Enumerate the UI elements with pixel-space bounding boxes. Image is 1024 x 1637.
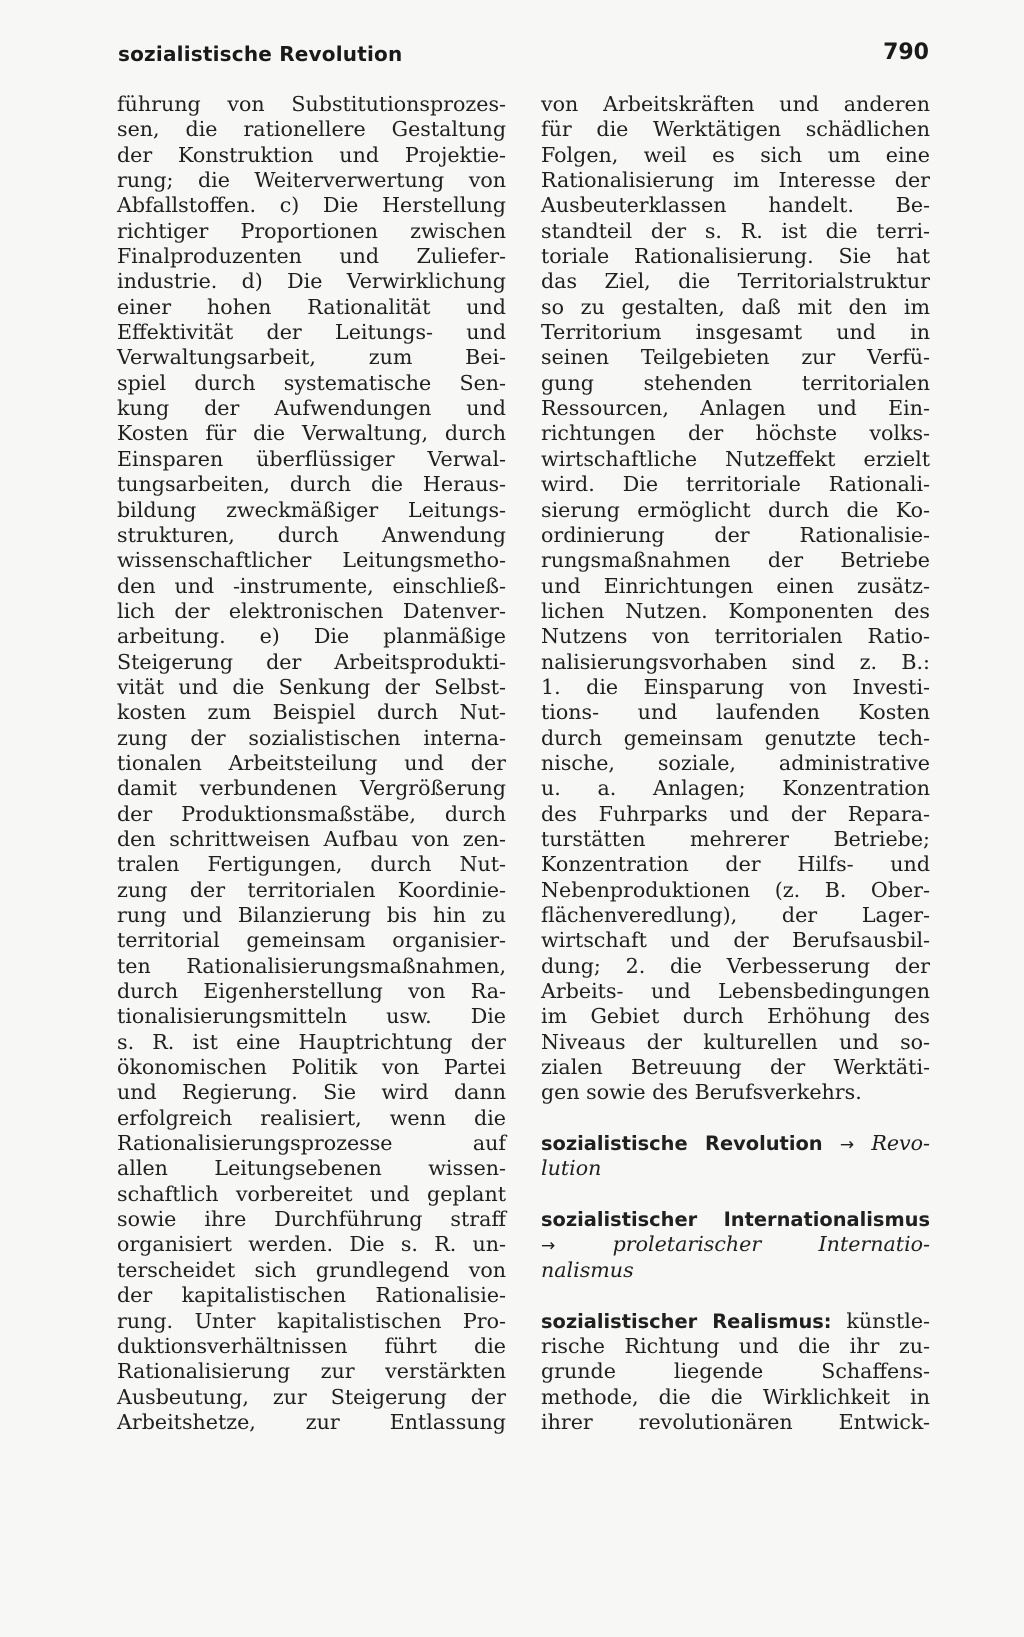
text-line: rung; die Weiterverwertung von — [117, 168, 506, 193]
text-line: einer hohen Rationalität und — [117, 294, 506, 319]
text-line: Territorium insgesamt und in — [541, 320, 930, 345]
left-column — [117, 92, 506, 1435]
text-line: richtiger Proportionen zwischen — [117, 218, 506, 243]
text-line: flächenveredlung), der Lager- — [541, 903, 930, 927]
text-line: erfolgreich realisiert, wenn die — [117, 1105, 506, 1130]
text-line: Nutzens von territorialen Ratio- — [541, 624, 930, 649]
text-line: sowie ihre Durchführung straff — [117, 1207, 506, 1232]
text-line: Rationalisierung zur verstärkten — [117, 1359, 506, 1384]
text-line: nalisierungsvorhaben sind z. B.: — [541, 649, 930, 674]
entry-spacer — [541, 1283, 930, 1308]
text-line: allen Leitungsebenen wissen- — [117, 1156, 506, 1181]
text-line: zialen Betreuung der Werktäti- — [541, 1055, 930, 1080]
text-line: organisiert werden. Die s. R. un- — [117, 1232, 506, 1257]
text-line: dung; 2. die Verbesserung der — [541, 953, 930, 978]
text-line: von Arbeitskräften und anderen — [541, 92, 930, 116]
text-line: ordinierung der Rationalisie- — [541, 522, 930, 547]
entry-line — [541, 1156, 930, 1181]
text-line: das Ziel, die Territorialstruktur — [541, 269, 930, 294]
text-line: Arbeits- und Lebensbedingungen — [541, 979, 930, 1004]
text-line: Ausbeutung, zur Steigerung der — [117, 1384, 506, 1409]
text-line: 1. die Einsparung von Investi- — [541, 674, 930, 699]
text-line: Effektivität der Leitungs- und — [117, 320, 506, 345]
text-line: wirtschaft und der Berufsausbil- — [541, 928, 930, 953]
text-line: für die Werktätigen schädlichen — [541, 117, 930, 142]
cross-reference: proletarischer Internatio- — [612, 1232, 931, 1257]
entry-sozialistischer-realismus — [541, 1309, 930, 1436]
text-line: zung der territorialen Koordinie- — [117, 877, 506, 902]
entry-line — [541, 1232, 930, 1257]
text-line: gung stehenden territorialen — [541, 370, 930, 395]
text-line: Ausbeuterklassen handelt. Be- — [541, 193, 930, 218]
text-line: Steigerung der Arbeitsprodukti- — [117, 649, 506, 674]
text-line: gen sowie des Berufsverkehrs. — [541, 1080, 862, 1105]
text-line: lich der elektronischen Datenver- — [117, 598, 506, 623]
cross-reference-arrow-icon: → — [839, 1135, 855, 1156]
entry-headword: sozialistischer Internationalismus — [541, 1208, 930, 1232]
text-line: u. a. Anlagen; Konzentration — [541, 776, 930, 801]
text-line: Ressourcen, Anlagen und Ein- — [541, 396, 930, 421]
text-line: Finalproduzenten und Zuliefer- — [117, 244, 506, 269]
text-line: wirtschaftliche Nutzeffekt erzielt — [541, 446, 930, 471]
entry-line: ihrer revolutionären Entwick- — [541, 1409, 930, 1434]
text-line: arbeitung. e) Die planmäßige — [117, 624, 506, 649]
text-line: territorial gemeinsam organisier- — [117, 928, 506, 953]
cross-reference-arrow-icon: → — [541, 1236, 556, 1257]
text-line: tralen Fertigungen, durch Nut- — [117, 852, 506, 877]
cross-reference: nalismus — [541, 1257, 634, 1282]
text-line: damit verbundenen Vergrößerung — [117, 776, 506, 801]
entry-text: künstle- — [846, 1308, 931, 1333]
text-line: durch Eigenherstellung von Ra- — [117, 979, 506, 1004]
entry-line: rische Richtung und die ihr zu- — [541, 1333, 930, 1358]
text-line: bildung zweckmäßiger Leitungs- — [117, 497, 506, 522]
text-line: seinen Teilgebieten zur Verfü- — [541, 345, 930, 370]
text-line: schaftlich vorbereitet und geplant — [117, 1181, 506, 1206]
text-line: und Regierung. Sie wird dann — [117, 1080, 506, 1105]
text-line: tions- und laufenden Kosten — [541, 700, 930, 725]
entry-headword: sozialistischer Realismus: — [541, 1309, 832, 1333]
text-line: rungsmaßnahmen der Betriebe — [541, 548, 930, 573]
text-line: der Produktionsmaßstäbe, durch — [117, 801, 506, 826]
right-column — [541, 92, 930, 1435]
text-line: Nebenproduktionen (z. B. Ober- — [541, 877, 930, 902]
page-number: 790 — [883, 40, 929, 65]
entry-spacer — [541, 1106, 930, 1131]
text-line: lichen Nutzen. Komponenten des — [541, 598, 930, 623]
entry-line: methode, die die Wirklichkeit in — [541, 1384, 930, 1409]
text-line: tionalisierungsmitteln usw. Die — [117, 1004, 506, 1029]
text-line: terscheidet sich grundlegend von — [117, 1257, 506, 1282]
text-line: Kosten für die Verwaltung, durch — [117, 421, 506, 446]
text-line: tionalen Arbeitsteilung und der — [117, 750, 506, 775]
text-line: wissenschaftlicher Leitungsmetho- — [117, 548, 506, 573]
text-line: Arbeitshetze, zur Entlassung — [117, 1409, 506, 1434]
text-line: Niveaus der kulturellen und so- — [541, 1029, 930, 1054]
text-line: richtungen der höchste volks- — [541, 421, 930, 446]
entry-sozialistische-revolution — [541, 1131, 930, 1182]
text-line: ökonomischen Politik von Partei — [117, 1055, 506, 1080]
text-line: sierung ermöglicht durch die Ko- — [541, 497, 930, 522]
entry-line — [541, 1131, 930, 1156]
text-line: toriale Rationalisierung. Sie hat — [541, 244, 930, 269]
text-line: den schrittweisen Aufbau von zen- — [117, 826, 506, 851]
text-line: turstätten mehrerer Betriebe; — [541, 826, 930, 851]
text-line: im Gebiet durch Erhöhung des — [541, 1004, 930, 1029]
text-line: Abfallstoffen. c) Die Herstellung — [117, 193, 506, 218]
entry-headword: sozialistische Revolution — [541, 1132, 823, 1156]
text-line: ten Rationalisierungsmaßnahmen, — [117, 953, 506, 978]
text-line: tungsarbeiten, durch die Heraus- — [117, 472, 506, 497]
text-line: führung von Substitutionsprozes- — [117, 92, 506, 116]
text-line: durch gemeinsam genutzte tech- — [541, 725, 930, 750]
text-line: s. R. ist eine Hauptrichtung der — [117, 1029, 506, 1054]
text-line: sen, die rationellere Gestaltung — [117, 117, 506, 142]
text-line: vität und die Senkung der Selbst- — [117, 674, 506, 699]
text-line: nische, soziale, administrative — [541, 750, 930, 775]
entry-line — [541, 1309, 930, 1334]
entry-spacer — [541, 1182, 930, 1207]
text-line: des Fuhrparks und der Repara- — [541, 801, 930, 826]
text-line: wird. Die territoriale Rationali- — [541, 472, 930, 497]
text-line: Folgen, weil es sich um eine — [541, 142, 930, 167]
text-line: duktionsverhältnissen führt die — [117, 1333, 506, 1358]
cross-reference: Revo- — [871, 1131, 930, 1156]
entry-line — [541, 1258, 930, 1283]
text-line: Einsparen überflüssiger Verwal- — [117, 446, 506, 471]
text-line: strukturen, durch Anwendung — [117, 522, 506, 547]
text-line: Rationalisierungsprozesse auf — [117, 1131, 506, 1156]
text-line: kung der Aufwendungen und — [117, 396, 506, 421]
text-line: industrie. d) Die Verwirklichung — [117, 269, 506, 294]
text-line: standteil der s. R. ist die terri- — [541, 218, 930, 243]
entry-line: grunde liegende Schaffens- — [541, 1359, 930, 1384]
text-line: Verwaltungsarbeit, zum Bei- — [117, 345, 506, 370]
text-line: spiel durch systematische Sen- — [117, 370, 506, 395]
text-line: der Konstruktion und Projektie- — [117, 142, 506, 167]
text-line: rung. Unter kapitalistischen Pro- — [117, 1308, 506, 1333]
text-line: den und -instrumente, einschließ- — [117, 573, 506, 598]
text-line: der kapitalistischen Rationalisie- — [117, 1283, 506, 1308]
text-line: Rationalisierung im Interesse der — [541, 168, 930, 193]
text-line: rung und Bilanzierung bis hin zu — [117, 903, 506, 927]
running-head: sozialistische Revolution — [118, 42, 403, 66]
text-line: und Einrichtungen einen zusätz- — [541, 573, 930, 598]
entry-line — [541, 1207, 930, 1232]
cross-reference: lution — [541, 1156, 602, 1181]
text-line: so zu gestalten, daß mit den im — [541, 294, 930, 319]
text-line: zung der sozialistischen interna- — [117, 725, 506, 750]
text-line: Konzentration der Hilfs- und — [541, 852, 930, 877]
text-line: kosten zum Beispiel durch Nut- — [117, 700, 506, 725]
entry-sozialistischer-internationalismus — [541, 1207, 930, 1283]
